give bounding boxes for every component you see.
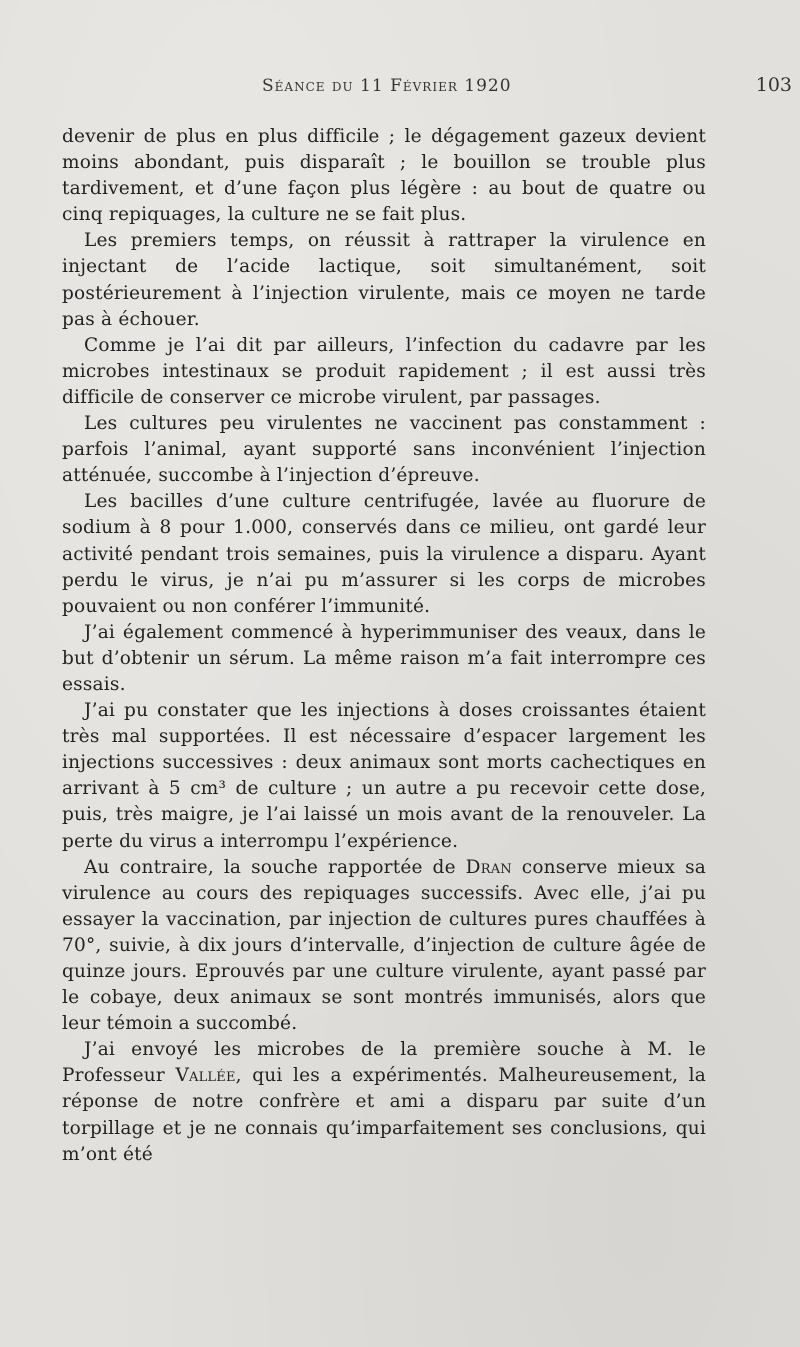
page-number: 103 <box>755 74 792 96</box>
paragraph <box>62 1037 706 1167</box>
paragraph <box>62 228 706 332</box>
text-run: Les bacilles d’une culture centrifugée, lavée au fluorure de sodium à 8 pour 1.000, conservés dans ce milieu, ont gardé leur activité pendant trois semaines, puis la virulence a disparu. Ayant perdu le virus, je n’ai pu m’assurer si les corps de microbes pouvaient ou non conférer l’immunité. <box>62 491 706 617</box>
running-title: Séance du 11 Février 1920 <box>262 76 512 96</box>
text-run: , qui les a expérimentés. Malheureusement, la réponse de notre confrère et ami a disparu par suite d’un torpillage et je ne connais qu’imparfaitement ses conclusions, qui m’ont été <box>62 1065 707 1165</box>
text-run: devenir de plus en plus difficile ; le dégagement gazeux devient moins abondant, puis disparaît ; le bouillon se trouble plus tardivement, et d’une façon plus légère : au bout de quatre ou cinq repiquages, la culture ne se fait plus. <box>62 126 706 226</box>
running-head <box>62 76 792 102</box>
text-run: conserve mieux sa virulence au cours des repiquages successifs. Avec elle, j’ai pu essayer la vaccination, par injection de cultures pures chauffées à 70°, suivie, à dix jours d’intervalle, d’injection de culture âgée de quinze jours. Eprouvés par une culture virulente, ayant passé par le cobaye, deux animaux se sont montrés immunisés, alors que leur témoin a succombé. <box>62 856 706 1035</box>
text-run: Les cultures peu virulentes ne vaccinent pas constamment : parfois l’animal, ayant supporté sans inconvénient l’injection atténuée, succombe à l’injection d’épreuve. <box>62 413 706 487</box>
paragraph <box>62 489 706 619</box>
paragraph <box>62 124 706 228</box>
author-name: Vallée <box>175 1065 236 1087</box>
text-run: J’ai pu constater que les injections à doses croissantes étaient très mal supportées. Il est nécessaire d’espacer largement les injections successives : deux animaux sont morts cachectiques en arrivant à 5 cm³ de culture ; un autre a pu recevoir cette dose, puis, très maigre, je l’ai laissé un mois avant de la renouveler. La perte du virus a interrompu l’expérience. <box>62 700 706 852</box>
text-run: J’ai également commencé à hyperimmuniser des veaux, dans le but d’obtenir un sérum. La même raison m’a fait interrompre ces essais. <box>62 621 706 695</box>
author-name: Dran <box>465 856 512 878</box>
text-run: Comme je l’ai dit par ailleurs, l’infection du cadavre par les microbes intestinaux se produit rapidement ; il est aussi très difficile de conserver ce microbe virulent, par passages. <box>62 334 706 408</box>
body-text <box>62 124 706 1168</box>
paragraph <box>62 698 706 855</box>
text-run: Au contraire, la souche rapportée de <box>84 856 466 878</box>
text-run: Les premiers temps, on réussit à rattraper la virulence en injectant de l’acide lactique, soit simultanément, soit postérieurement à l’injection virulente, mais ce moyen ne tarde pas à échouer. <box>62 230 706 330</box>
paragraph <box>62 333 706 411</box>
paragraph <box>62 620 706 698</box>
paragraph <box>62 411 706 489</box>
paragraph <box>62 855 706 1038</box>
text-run: J’ai envoyé les microbes de la première souche à M. le Professeur <box>62 1039 706 1087</box>
